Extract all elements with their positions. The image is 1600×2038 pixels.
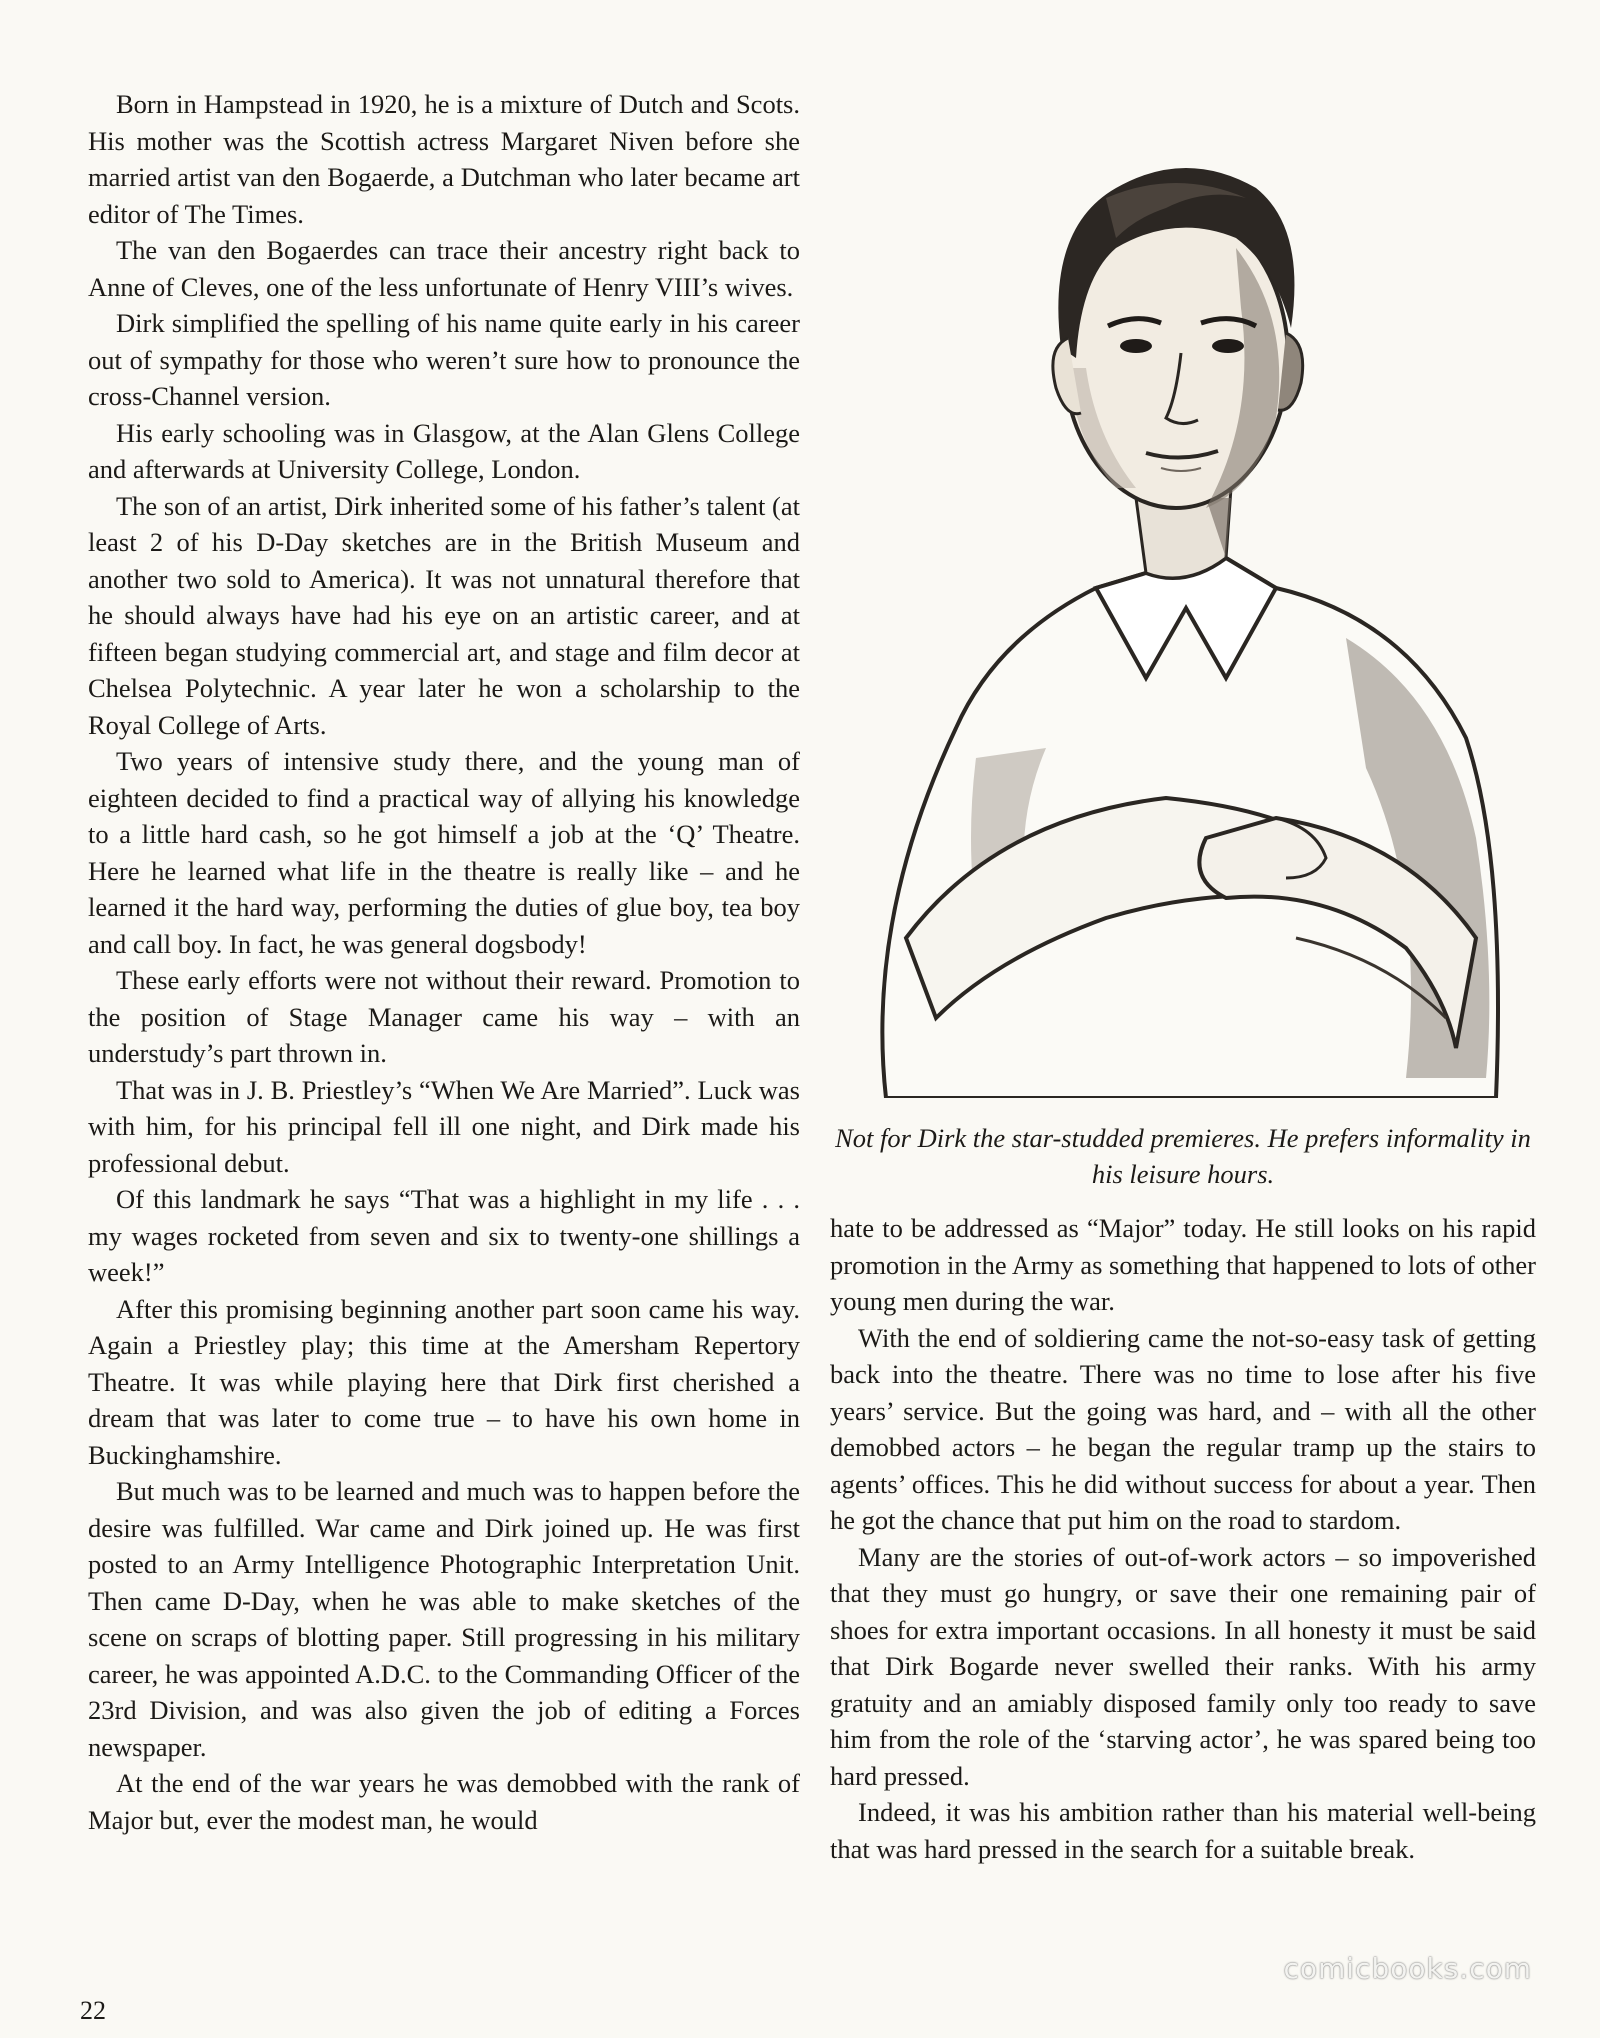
article-paragraph: At the end of the war years he was demobbed with the rank of Major but, ever the modest man, he would	[88, 1768, 800, 1835]
page-number: 22	[80, 1996, 106, 2025]
portrait-drawing	[846, 118, 1536, 1098]
watermark: comicbooks.com	[1283, 1952, 1532, 1985]
article-paragraph: The son of an artist, Dirk inherited some of his father’s talent (at least 2 of his D-Day sketches are in the British Museum and another two sold to America). It was not unnatural therefore that he should always have had his eye on an artistic career, and at fifteen began studying commercial art, and stage and film decor at Chelsea Polytechnic. A year later he won a scholarship to the Royal College of Arts.	[88, 490, 800, 740]
article-column-left	[88, 86, 800, 1838]
article-paragraph: His early schooling was in Glasgow, at the Alan Glens College and afterwards at University College, London.	[88, 417, 800, 484]
article-paragraph: With the end of soldiering came the not-so-easy task of getting back into the theatre. There was no time to lose after his five years’ service. But the going was hard, and – with all the other demobbed actors – he began the regular tramp up the stairs to agents’ offices. This he did without success for about a year. Then he got the chance that put him on the road to stardom.	[830, 1322, 1536, 1535]
article-paragraph: Born in Hampstead in 1920, he is a mixture of Dutch and Scots. His mother was the Scottish actress Margaret Niven before she married artist van den Bogaerde, a Dutchman who later became art editor of The Times.	[88, 89, 800, 229]
article-paragraph: Indeed, it was his ambition rather than his material well-being that was hard pressed in the search for a suitable break.	[830, 1797, 1536, 1864]
article-paragraph: Of this landmark he says “That was a highlight in my life . . . my wages rocketed from seven and six to twenty-one shillings a week!”	[88, 1184, 800, 1287]
article-paragraph: That was in J. B. Priestley’s “When We Are Married”. Luck was with him, for his principal fell ill one night, and Dirk made his professional debut.	[88, 1074, 800, 1178]
article-paragraph: But much was to be learned and much was to happen before the desire was fulfilled. War came and Dirk joined up. He was first posted to an Army Intelligence Photographic Interpretation Unit. Then came D-Day, when he was able to make sketches of the scene on scraps of blotting paper. Still progressing in his military career, he was appointed A.D.C. to the Commanding Officer of the 23rd Division, and was also given the job of editing a Forces newspaper.	[88, 1476, 800, 1762]
article-paragraph: Many are the stories of out-of-work actors – so impoverished that they must go hungry, or save their one remaining pair of shoes for extra important occasions. In all honesty it must be said that Dirk Bogarde never swelled their ranks. With his army gratuity and an amiably disposed family only too ready to save him from the role of the ‘starving actor’, he was spared being too hard pressed.	[830, 1541, 1536, 1791]
portrait-illustration	[846, 118, 1536, 1098]
illustration-caption: Not for Dirk the star-studded premieres. He prefers informality in his leisure hours.	[835, 1123, 1531, 1189]
article-paragraph: hate to be addressed as “Major” today. He still looks on his rapid promotion in the Army as something that happened to lots of other young men during the war.	[830, 1213, 1536, 1316]
article-paragraph: After this promising beginning another part soon came his way. Again a Priestley play; this time at the Amersham Repertory Theatre. It was while playing here that Dirk first cherished a dream that was later to come true – to have his own home in Buckinghamshire.	[88, 1293, 800, 1470]
article-column-right	[830, 1210, 1536, 1867]
article-paragraph: These early efforts were not without their reward. Promotion to the position of Stage Manager came his way – with an understudy’s part thrown in.	[88, 965, 800, 1068]
article-paragraph: The van den Bogaerdes can trace their ancestry right back to Anne of Cleves, one of the less unfortunate of Henry VIII’s wives.	[88, 235, 800, 302]
article-paragraph: Dirk simplified the spelling of his name quite early in his career out of sympathy for those who weren’t sure how to pronounce the cross-Channel version.	[88, 308, 800, 411]
article-paragraph: Two years of intensive study there, and the young man of eighteen decided to find a practical way of allying his knowledge to a little hard cash, so he got himself a job at the ‘Q’ Theatre. Here he learned what life in the theatre is really like – and he learned it the hard way, performing the duties of glue boy, tea boy and call boy. In fact, he was general dogsbody!	[88, 746, 800, 959]
